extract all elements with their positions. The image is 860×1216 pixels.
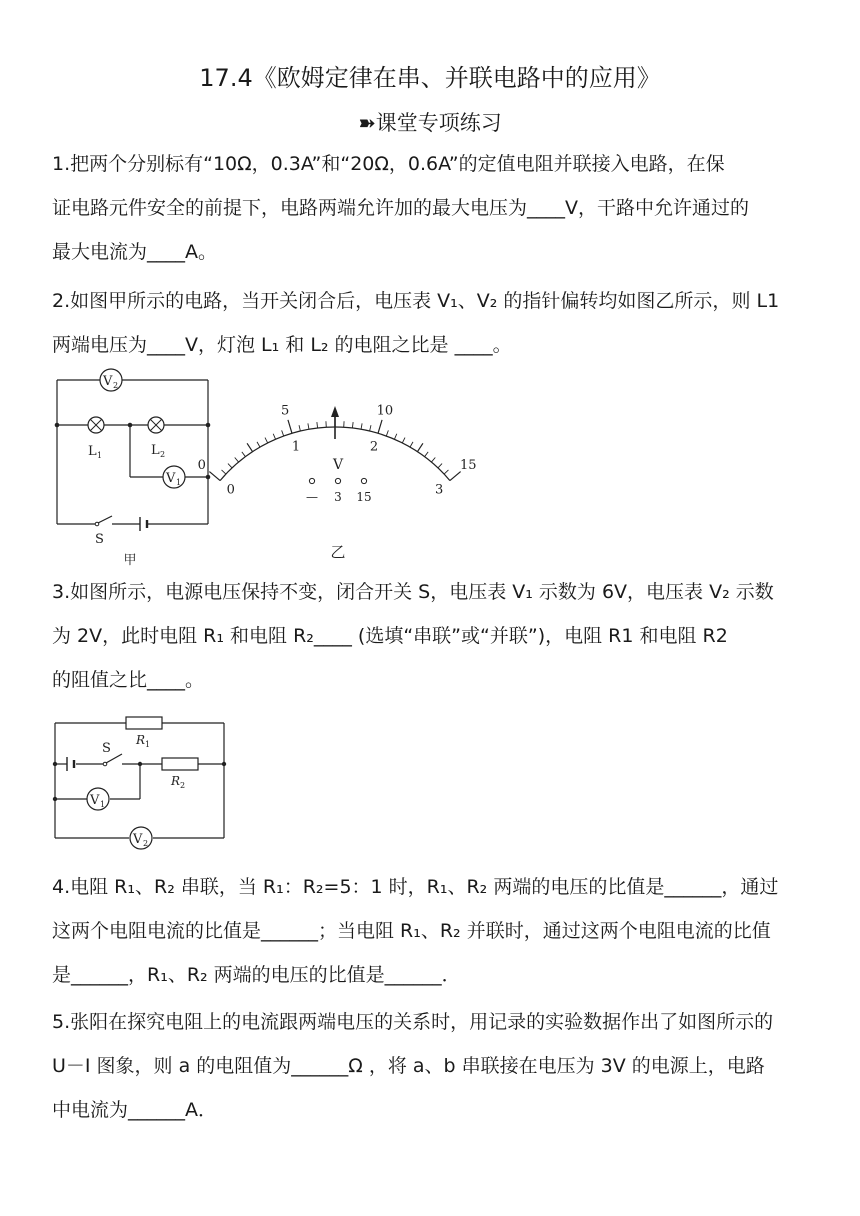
figure-caption-jia: 甲 <box>123 553 137 568</box>
question-3-line-2: 为 2V，此时电阻 R₁ 和电阻 R₂____ (选填“串联”或“并联”)，电阻 R1 和电阻 R2 <box>52 625 728 647</box>
v2-subscript: 2 <box>113 381 119 390</box>
dial-tick <box>257 442 260 447</box>
dial-outer-tick-label: 5 <box>280 403 290 419</box>
v1-subscript: 1 <box>176 478 182 487</box>
resistor-r1-symbol <box>126 717 162 749</box>
dial-tick <box>222 470 226 474</box>
dial-tick <box>352 422 353 428</box>
r2-subscript: 2 <box>180 781 186 790</box>
section-subtitle: ➽课堂专项练习 <box>358 111 502 135</box>
lamp-l2-symbol <box>148 417 165 459</box>
question-3 <box>52 570 812 702</box>
dial-tick <box>299 425 300 431</box>
dial-tick <box>394 434 396 440</box>
question-4 <box>52 865 812 997</box>
dial-inner-tick-label: 2 <box>369 439 379 455</box>
question-3-line-3: 的阻值之比____。 <box>52 669 205 691</box>
dial-inner-tick-label: 0 <box>226 482 235 498</box>
dial-tick <box>402 438 405 443</box>
voltmeter-v2-symbol-q3 <box>130 827 152 849</box>
dial-tick <box>378 420 382 433</box>
r1-subscript: 1 <box>145 740 151 749</box>
dial-pointer <box>331 406 339 439</box>
voltmeter-v1-symbol <box>163 466 185 488</box>
dial-terminals <box>306 478 372 504</box>
question-3-line-1: 3.如图所示，电源电压保持不变，闭合开关 S，电压表 V₁ 示数为 6V，电压表 V₂ 示数 <box>52 581 774 603</box>
terminal-label-15: 15 <box>356 490 372 504</box>
question-1-line-3: 最大电流为____A。 <box>52 241 217 263</box>
v2-subscript-q3: 2 <box>143 839 149 848</box>
question-4-line-2: 这两个电阻电流的比值是______；当电阻 R₁、R₂ 并联时，通过这两个电阻电流的比值 <box>52 920 771 942</box>
terminal-label-3: 3 <box>334 490 342 504</box>
question-4-line-3: 是______，R₁、R₂ 两端的电压的比值是______． <box>52 964 461 986</box>
dial-tick <box>444 470 448 474</box>
dial-tick <box>308 423 309 429</box>
dial-tick <box>386 430 388 436</box>
l2-label: L <box>151 443 160 458</box>
dial-tick <box>265 438 268 443</box>
battery-symbol <box>140 517 147 531</box>
dial-tick <box>317 422 318 428</box>
switch-symbol-q3 <box>102 741 122 766</box>
question-1-line-2: 证电路元件安全的前提下，电路两端允许加的最大电压为____V，干路中允许通过的 <box>52 197 749 219</box>
dial-tick <box>438 464 442 468</box>
dial-tick <box>282 430 284 436</box>
lamp-l1-symbol <box>88 417 104 460</box>
figure-caption-yi: 乙 <box>330 543 346 561</box>
dial-tick <box>425 452 429 457</box>
dial-tick <box>361 423 362 429</box>
resistor-r2-symbol <box>162 758 198 790</box>
voltmeter-v1-symbol-q3 <box>87 788 109 810</box>
dial-outer-tick-label: 10 <box>376 403 394 419</box>
dial-tick <box>247 443 252 451</box>
switch-label-q3: S <box>102 741 111 756</box>
question-2-line-2: 两端电压为____V，灯泡 L₁ 和 L₂ 的电阻之比是 ____。 <box>52 334 512 356</box>
dial-tick <box>431 457 435 462</box>
page-title: 17.4《欧姆定律在串、并联电路中的应用》 <box>199 64 661 92</box>
voltmeter-dial-yi <box>197 367 477 567</box>
question-5-line-1: 5.张阳在探究电阻上的电流跟两端电压的关系时，用记录的实验数据作出了如图所示的 <box>52 1011 774 1033</box>
v1-subscript-q3: 1 <box>100 800 106 809</box>
question-2 <box>52 279 812 367</box>
v1-label-q3: V <box>90 793 100 808</box>
question-1 <box>52 142 812 274</box>
switch-label: S <box>95 532 104 547</box>
dial-tick <box>450 472 461 481</box>
r1-label: R <box>136 733 146 747</box>
l2-subscript: 2 <box>160 450 166 459</box>
dial-tick <box>228 464 232 468</box>
question-5 <box>52 1000 812 1132</box>
switch-symbol <box>95 516 112 547</box>
l1-subscript: 1 <box>97 451 103 460</box>
dial-inner-tick-label: 3 <box>435 482 444 498</box>
v2-label: V <box>103 374 113 389</box>
l1-label: L <box>88 444 97 459</box>
terminal-label-negative: — <box>306 490 318 504</box>
question-1-line-1: 1.把两个分别标有“10Ω，0.3A”和“20Ω，0.6A”的定值电阻并联接入电路，在保 <box>52 153 725 175</box>
v2-label-q3: V <box>133 832 143 847</box>
dial-tick <box>273 434 275 440</box>
question-5-line-3: 中电流为______A． <box>52 1099 217 1121</box>
question-4-line-1: 4.电阻 R₁、R₂ 串联，当 R₁：R₂=5：1 时，R₁、R₂ 两端的电压的比值是______，通过 <box>52 876 779 898</box>
r2-label: R <box>171 774 181 788</box>
dial-outer-tick-label: 15 <box>460 458 477 474</box>
battery-symbol-q3 <box>67 757 74 771</box>
dial-tick <box>235 457 239 462</box>
dial-outer-tick-label: 0 <box>197 458 206 474</box>
dial-tick <box>288 420 292 433</box>
circuit-diagram-q3 <box>52 714 228 852</box>
dial-tick <box>410 442 413 447</box>
v1-label: V <box>166 471 176 486</box>
dial-tick <box>370 425 371 431</box>
dial-tick <box>242 452 246 457</box>
question-2-line-1: 2.如图甲所示的电路，当开关闭合后，电压表 V₁、V₂ 的指针偏转均如图乙所示，则 L1 <box>52 290 780 312</box>
dial-inner-tick-label: 1 <box>291 439 301 455</box>
voltmeter-v2-symbol <box>100 369 122 391</box>
dial-tick <box>417 443 422 451</box>
question-5-line-2: U－I 图象，则 a 的电阻值为______Ω ，将 a、b 串联接在电压为 3V 的电源上，电路 <box>52 1055 765 1077</box>
circuit-diagram-jia <box>52 367 215 567</box>
dial-unit-label: V <box>332 457 344 473</box>
